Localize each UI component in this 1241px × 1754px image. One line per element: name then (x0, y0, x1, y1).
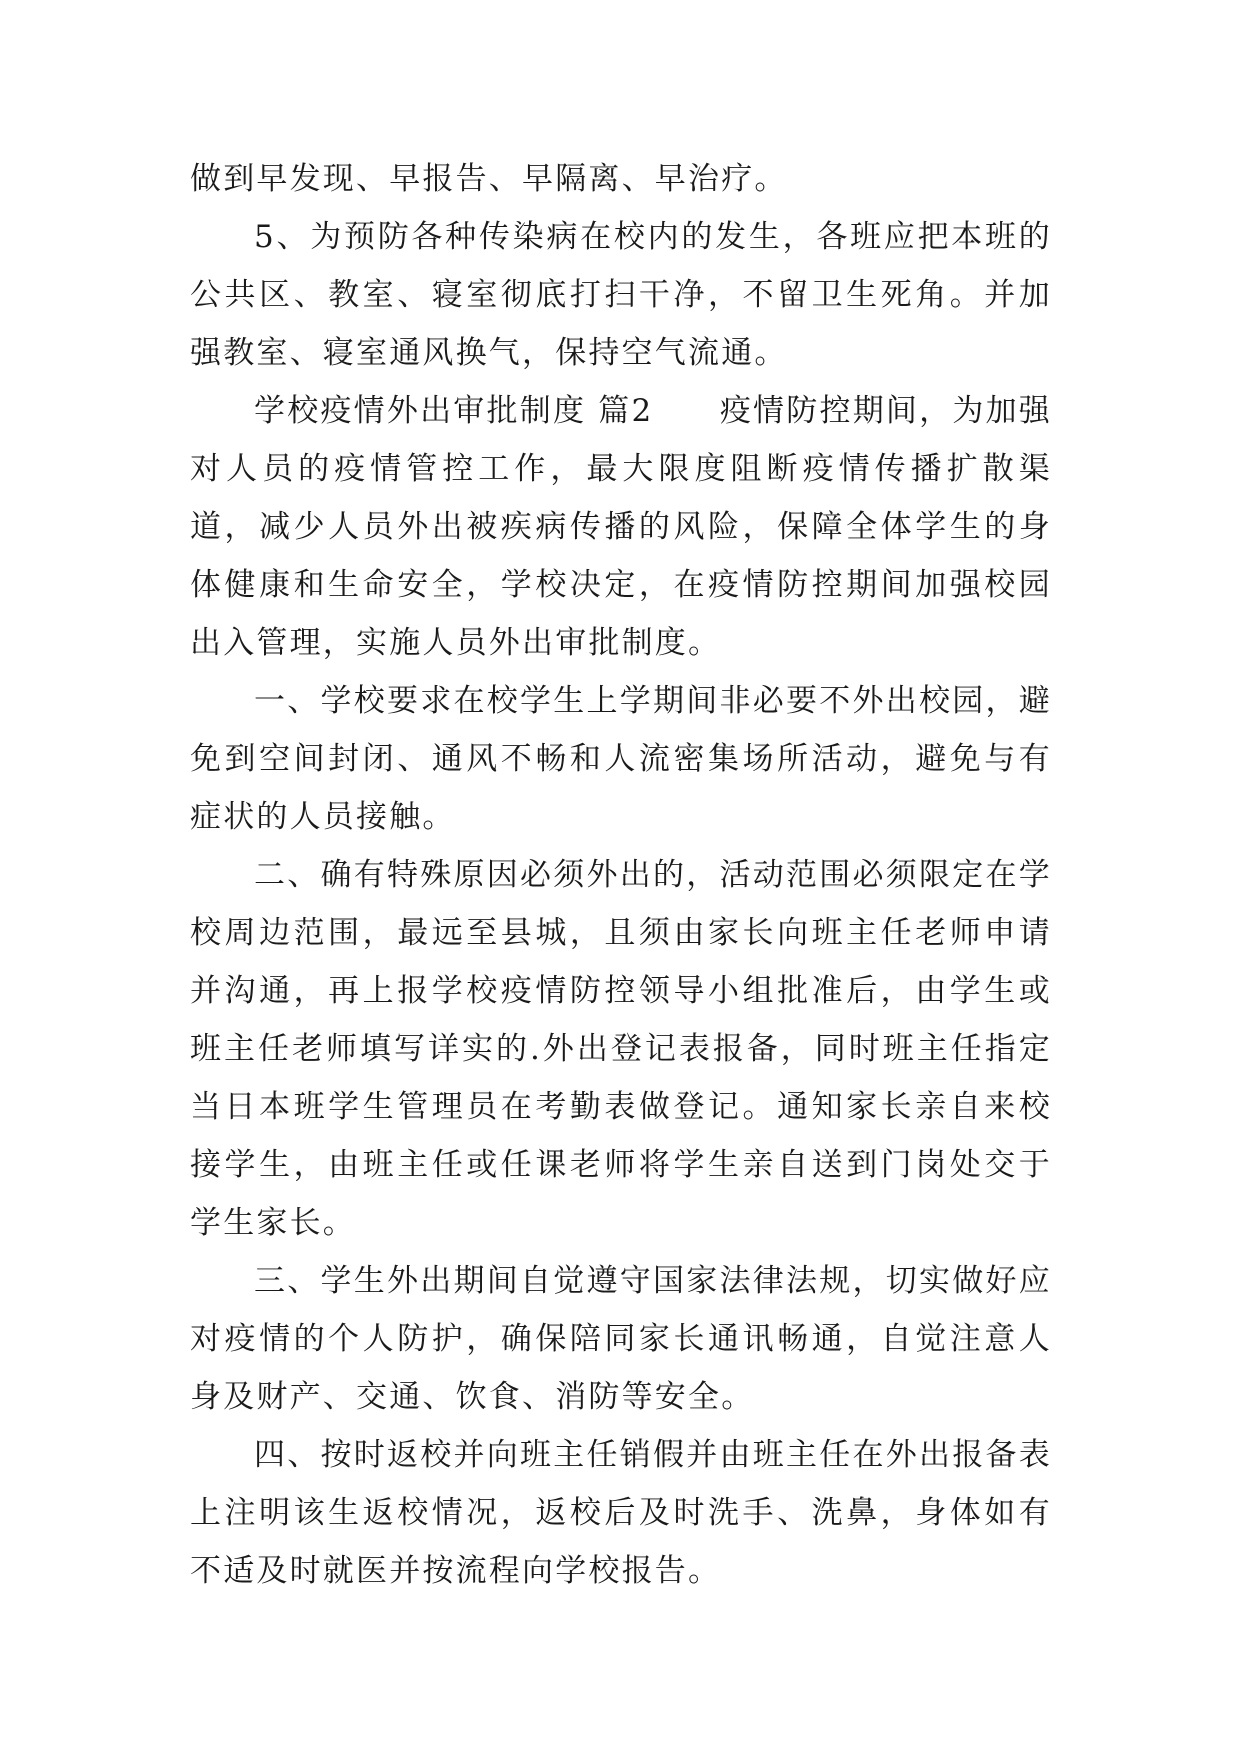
document-body (190, 150, 1052, 1600)
paragraph-continuation: 做到早发现、早报告、早隔离、早治疗。 (190, 161, 788, 197)
paragraph-rule-4: 四、按时返校并向班主任销假并由班主任在外出报备表上注明该生返校情况，返校后及时洗手、洗鼻，身体如有不适及时就医并按流程向学校报告。 (190, 1437, 1052, 1589)
paragraph-rule-3: 三、学生外出期间自觉遵守国家法律法规，切实做好应对疫情的个人防护，确保陪同家长通讯畅通，自觉注意人身及财产、交通、饮食、消防等安全。 (190, 1263, 1052, 1415)
paragraph-item-5: 5、为预防各种传染病在校内的发生，各班应把本班的公共区、教室、寝室彻底打扫干净，不留卫生死角。并加强教室、寝室通风换气，保持空气流通。 (190, 219, 1052, 371)
paragraph-rule-1: 一、学校要求在校学生上学期间非必要不外出校园，避免到空间封闭、通风不畅和人流密集场所活动，避免与有症状的人员接触。 (190, 683, 1052, 835)
paragraph-section-intro: 学校疫情外出审批制度 篇2 疫情防控期间，为加强对人员的疫情管控工作，最大限度阻断疫情传播扩散渠道，减少人员外出被疾病传播的风险，保障全体学生的身体健康和生命安全，学校决定，在疫情防控期间加强校园出入管理，实施人员外出审批制度。 (190, 393, 1052, 661)
paragraph-rule-2: 二、确有特殊原因必须外出的，活动范围必须限定在学校周边范围，最远至县城，且须由家长向班主任老师申请并沟通，再上报学校疫情防控领导小组批准后，由学生或班主任老师填写详实的.外出登记表报备，同时班主任指定当日本班学生管理员在考勤表做登记。通知家长亲自来校接学生，由班主任或任课老师将学生亲自送到门岗处交于学生家长。 (190, 857, 1052, 1241)
